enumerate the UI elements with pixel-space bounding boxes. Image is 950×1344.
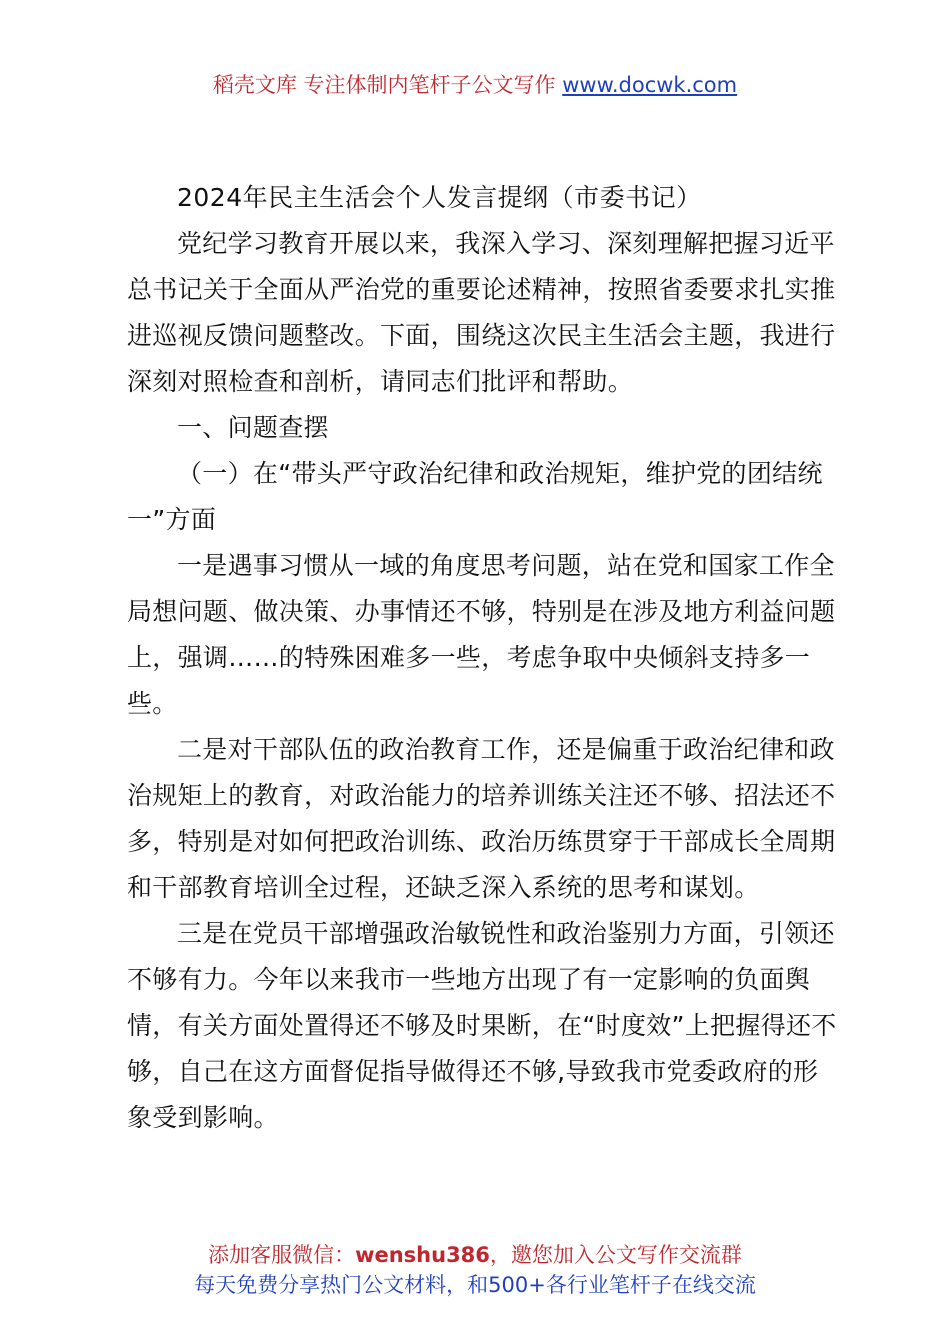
header-brand: 稻壳文库 专注体制内笔杆子公文写作 bbox=[212, 73, 556, 97]
footer-promo-line: 每天免费分享热门公文材料，和500+各行业笔杆子在线交流 bbox=[194, 1273, 756, 1297]
footer-contact-prefix: 添加客服微信： bbox=[208, 1243, 356, 1267]
document-body bbox=[127, 175, 837, 1141]
paragraph-point-2: 二是对干部队伍的政治教育工作，还是偏重于政治纪律和政治规矩上的教育，对政治能力的培养训练关注还不够、招法还不多，特别是对如何把政治训练、政治历练贯穿于干部成长全周期和干部教育培训全过程，还缺乏深入系统的思考和谋划。 bbox=[127, 735, 836, 902]
subsection-heading: （一）在“带头严守政治纪律和政治规矩，维护党的团结统一”方面 bbox=[127, 459, 823, 534]
paragraph-point-3: 三是在党员干部增强政治敏锐性和政治鉴别力方面，引领还不够有力。今年以来我市一些地方出现了有一定影响的负面舆情，有关方面处置得还不够及时果断，在“时度效”上把握得还不够，自己在这方面督促指导做得还不够,导致我市党委政府的形象受到影响。 bbox=[127, 919, 837, 1132]
document-title: 2024年民主生活会个人发言提纲（市委书记） bbox=[177, 183, 702, 212]
paragraph-intro: 党纪学习教育开展以来，我深入学习、深刻理解把握习近平总书记关于全面从严治党的重要论述精神，按照省委要求扎实推进巡视反馈问题整改。下面，围绕这次民主生活会主题，我进行深刻对照检查和剖析，请同志们批评和帮助。 bbox=[127, 229, 836, 396]
site-header bbox=[0, 70, 950, 100]
header-url-link[interactable]: www.docwk.com bbox=[562, 73, 738, 97]
footer-contact-suffix: ，邀您加入公文写作交流群 bbox=[489, 1243, 742, 1267]
section-heading: 一、问题查摆 bbox=[177, 413, 329, 442]
site-footer bbox=[0, 1240, 950, 1300]
paragraph-point-1: 一是遇事习惯从一域的角度思考问题，站在党和国家工作全局想问题、做决策、办事情还不够，特别是在涉及地方利益问题上，强调……的特殊困难多一些，考虑争取中央倾斜支持多一些。 bbox=[127, 551, 836, 718]
footer-wechat-id: wenshu386 bbox=[355, 1243, 490, 1267]
footer-contact-line bbox=[0, 1240, 950, 1270]
